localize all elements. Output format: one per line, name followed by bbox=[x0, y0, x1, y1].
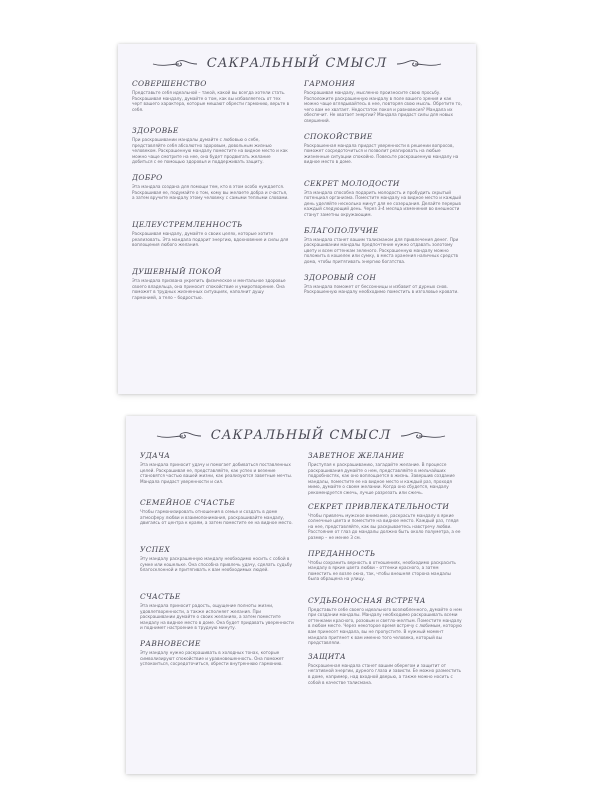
entry bbox=[140, 545, 294, 586]
entry-heading: ПРЕДАННОСТЬ bbox=[308, 548, 376, 558]
entry-heading: ГАРМОНИЯ bbox=[304, 79, 356, 88]
flourish-right-icon bbox=[399, 430, 447, 442]
entry-text: Представьте себе своего идеального возлюбленного, думайте о нем при создании мандалы. Мандалу необходимо раскрашивать всеми оттенками красного, розовым и светло-желтым. Поместите мандалу в любом месте. Через некоторое время встречу с любимым, которую вам принесет мандала, вы не пропустите. В нужный момент мандала притянет к вам именно того человека, который вы представляли. bbox=[308, 606, 462, 646]
page-bottom bbox=[126, 416, 476, 774]
entry-text: Чтобы привлечь мужское внимание, раскрасьте мандалу в яркие солнечные цвета и поместите на видное место. Каждый раз, глядя на нее, представляйте, как вы раскрываетесь навстречу любви. Расстояние от глаз до мандалы должно быть около полуметра, а ее размер – не менее 3 см. bbox=[308, 512, 461, 540]
entry-heading: БЛАГОПОЛУЧИЕ bbox=[304, 225, 379, 235]
entry-text: Представьте себя идеальной – такой, какой вы всегда хотели стать. Раскрашивая мандалу, думайте о том, как вы избавляетесь от тех черт вашего характера, которые мешают обрести гармонию, верьте в себя. bbox=[132, 90, 290, 112]
entry-heading: ЦЕЛЕУСТРЕМЛЕННОСТЬ bbox=[132, 220, 243, 229]
right-column bbox=[308, 451, 462, 693]
entry-text: Эту мандалу раскрашенную мандалу необходимо носить с собой в сумке или кошельке. Она способна привлечь удачу, сделать судьбу благосклонной и притягивать к вам необходимых людей. bbox=[140, 556, 292, 573]
entry-heading: ДОБРО bbox=[132, 173, 163, 182]
entry-heading: УДАЧА bbox=[140, 451, 171, 460]
entry-text: При раскрашивании мандалы думайте с любовью о себе, представляйте себя абсолютно здоровым, довольным жизнью человеком. Раскрашенную мандалу поместите на видное место и как можно чаще смотрите на нее, она будет продвигать желание добиться с ее помощью здоровья и поддерживать защиту. bbox=[132, 137, 288, 165]
entry-text: Эта мандала поможет от бессонницы и избавит от дурных снов. Раскрашенную мандалу необходимо поместить в изголовье кровати. bbox=[304, 283, 459, 295]
entry-heading: СЕКРЕТ МОЛОДОСТИ bbox=[304, 178, 400, 188]
entry bbox=[140, 451, 294, 492]
right-column bbox=[304, 79, 462, 312]
entry-heading: СЕМЕЙНОЕ СЧАСТЬЕ bbox=[140, 498, 236, 507]
page-header bbox=[140, 428, 462, 443]
flourish-left-icon bbox=[151, 58, 199, 70]
entry bbox=[308, 596, 462, 646]
entry bbox=[308, 652, 462, 693]
entry bbox=[132, 126, 290, 165]
entry-text: Раскрашенная мандала придаст уверенности в решении вопросов, поможет сосредоточиться и позволит реагировать на любые жизненные ситуации спокойно. Повесьте раскрашенную мандалу на видное место в доме. bbox=[304, 142, 459, 165]
entry bbox=[140, 498, 294, 539]
entry bbox=[140, 639, 294, 680]
entry-text: Эта мандала приносит удачу и помогает добиваться поставленных целей. Раскрашивая ее, представляйте, как успех и везение становятся частью вашей жизни, как реализуются заветные мечты. Мандала придаст уверенности и сил. bbox=[140, 462, 293, 484]
entry-text: Эта мандала создана для помощи тем, кто в этом особо нуждается. Раскрашивая ее, подумайте о том, кому вы желаете добра и счастья, а затем вручите мандалу этому человеку с самыми теплыми словами. bbox=[132, 184, 289, 201]
page-title: САКРАЛЬНЫЙ СМЫСЛ bbox=[206, 56, 388, 71]
entry-heading: УСПЕХ bbox=[140, 545, 171, 554]
page-top bbox=[118, 44, 476, 394]
entry-heading: ЗАЩИТА bbox=[308, 651, 347, 661]
entry-heading: РАВНОВЕСИЕ bbox=[140, 639, 201, 648]
left-column bbox=[140, 451, 294, 693]
entry-heading: СОВЕРШЕНСТВО bbox=[132, 79, 207, 88]
entry-text: Раскрашивая мандалу, думайте о своих целях, которые хотите реализовать. Эта мандала подарит энергию, вдохновение и силы для воплощения любого желания. bbox=[132, 231, 289, 248]
entry-text: Эта мандала призвана укрепить физическое и ментальное здоровье своего владельца, она приносит спокойствие и умиротворение. Она поможет в трудных жизненных ситуациях, наполнит душу гармонией, а тело – бодростью. bbox=[132, 278, 286, 300]
entry bbox=[308, 549, 462, 590]
entry-heading: ЗДОРОВЫЙ СОН bbox=[304, 272, 377, 282]
entry bbox=[132, 220, 290, 259]
entry-heading: СУДЬБОНОСНАЯ ВСТРЕЧА bbox=[308, 595, 426, 605]
entry bbox=[140, 592, 294, 633]
entry bbox=[132, 173, 290, 212]
entry-heading: ДУШЕВНЫЙ ПОКОЙ bbox=[132, 267, 222, 276]
entry-heading: ЗАВЕТНОЕ ЖЕЛАНИЕ bbox=[308, 451, 405, 460]
left-column bbox=[132, 79, 290, 312]
entry-heading: СПОКОЙСТВИЕ bbox=[304, 131, 373, 141]
entry-text: Раскрашенная мандала станет вашим оберегом и защитит от негативной энергии, дурного глаза и зависти. Ее можно разместить в доме, например, над входной дверью, а также можно носить с собой в качестве талисмана. bbox=[308, 662, 462, 685]
flourish-left-icon bbox=[155, 430, 203, 442]
entry bbox=[132, 267, 290, 306]
entry-text: Эта мандала станет вашим талисманом для привлечения денег. При раскрашивании мандалы предпочтение нужно отдавать золотому цвету и всем оттенкам зеленого. Раскрашенную мандалу можно положить в кошелек или сумку, в места хранения наличных средств дома, чтобы притягивать энергию богатства. bbox=[304, 236, 459, 264]
entry-text: Чтобы гармонизировать отношения в семье и создать в доме атмосферу любви и взаимопонимания, раскрашивайте мандалу, двигаясь от центра к краям, а затем поместите ее на видное место. bbox=[140, 509, 293, 526]
page-title: САКРАЛЬНЫЙ СМЫСЛ bbox=[210, 428, 392, 443]
flourish-right-icon bbox=[395, 58, 443, 70]
entry bbox=[304, 273, 462, 312]
entry bbox=[304, 226, 462, 265]
entry-text: Эта мандала приносит радость, ощущение полноты жизни, удовлетворенности, а также исполняет желания. При раскрашивании думайте о своих желаниях, а затем поместите мандалу на видное место в доме. Она будет придавать уверенности и поднимет настроение в трудную минуту. bbox=[140, 603, 294, 631]
entry-heading: ЗДОРОВЬЕ bbox=[132, 126, 179, 135]
entry-text: Приступая к раскрашиванию, загадайте желание. В процессе раскрашивания думайте о нем, представляйте в мельчайших подробностях, как оно воплощается в жизнь. Завершив создание мандалы, поместите ее на видное место и каждый раз, проходя мимо, думайте о своем желании. Когда оно сбудется, мандалу рекомендуется сжечь, лучше разрезать или сжечь. bbox=[308, 462, 455, 495]
entry-text: Эту мандалу нужно раскрашивать в холодных тонах, которые символизируют спокойствие и уравновешенность. Она поможет успокоиться, сосредоточиться, обрести внутреннюю гармонию. bbox=[140, 650, 284, 667]
entry bbox=[308, 451, 462, 496]
entry-heading: СЧАСТЬЕ bbox=[140, 592, 181, 601]
entry-heading: СЕКРЕТ ПРИВЛЕКАТЕЛЬНОСТИ bbox=[308, 501, 450, 511]
entry bbox=[308, 502, 462, 543]
page-header bbox=[132, 56, 462, 71]
entry-text: Чтобы сохранить верность в отношениях, необходимо раскрасить мандалу в яркие цвета любви – оттенки красного, а затем поместить ее возле окна, так, чтобы внешняя сторона мандалы была обращена на улицу. bbox=[308, 559, 456, 582]
entry-text: Раскрашивая мандалу, мысленно произносите свою просьбу. Расположите раскрашенную мандалу в поле вашего зрения и как можно чаще вглядывайтесь в нее, повторяя свою мысль. Обретите то, чего вам не хватает. Недостаток покоя и равновесия? Мандала их обеспечит. Не хватает энергии? Мандала придаст силы для новых свершений. bbox=[304, 90, 462, 123]
entry bbox=[304, 132, 462, 171]
entry-text: Эта мандала способна подарить молодость и пробудить скрытый потенциал организма. Поместите мандалу на видное место и каждый день уделяйте несколько минут для ее созерцания. Делайте перерыв каждый следующий день. Через 3-4 месяца изменения во внешности станут заметны окружающим. bbox=[304, 189, 462, 217]
entry bbox=[304, 179, 462, 218]
entry bbox=[132, 79, 290, 118]
entry bbox=[304, 79, 462, 124]
